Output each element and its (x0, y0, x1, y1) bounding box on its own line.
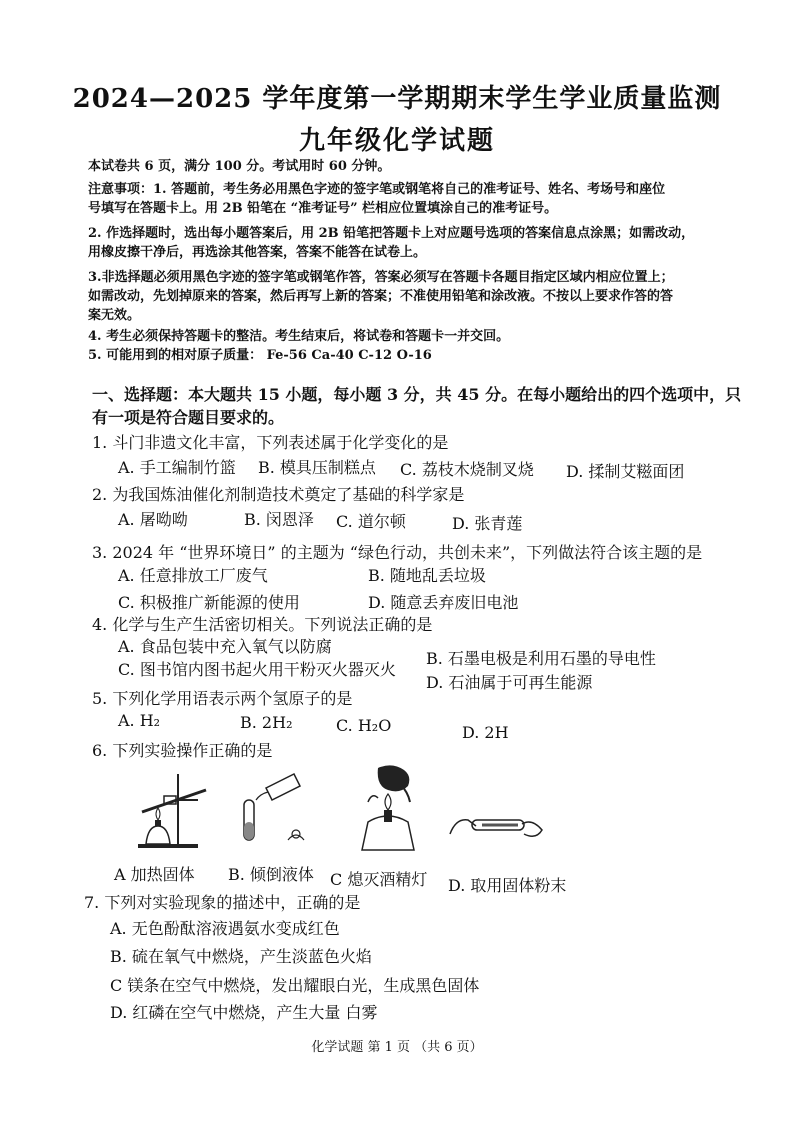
question-7-option-a: A. 无色酚酞溶液遇氨水变成红色 (110, 919, 340, 938)
question-2-stem: 2. 为我国炼油催化剂制造技术奠定了基础的科学家是 (92, 485, 465, 504)
note-line: 4. 考生必须保持答题卡的整洁。考生结束后，将试卷和答题卡一并交回。 (88, 329, 510, 344)
question-3-option-a: A. 任意排放工厂废气 (118, 566, 268, 585)
solid-powder-figure (446, 800, 546, 850)
question-6-option-d: D. 取用固体粉末 (448, 876, 567, 895)
question-6-option-b: B. 倾倒液体 (228, 865, 314, 884)
question-2-option-c: C. 道尔顿 (336, 512, 406, 531)
exam-subtitle: 九年级化学试题 (298, 126, 495, 156)
note-line: 注意事项：1. 答题前，考生务必用黑色字迹的签字笔或钢笔将自己的准考证号、姓名、考场号和座位 (88, 182, 666, 197)
question-5-stem: 5. 下列化学用语表示两个氢原子的是 (92, 689, 353, 708)
question-2-option-a: A. 屠呦呦 (118, 510, 188, 529)
note-line: 3.非选择题必须用黑色字迹的签字笔或钢笔作答，答案必须写在答题卡各题目指定区域内相应位置上； (88, 270, 674, 285)
question-4-option-c: C. 图书馆内图书起火用干粉灭火器灭火 (118, 660, 396, 679)
note-line: 如需改动，先划掉原来的答案，然后再写上新的答案；不准使用铅笔和涂改液。不按以上要求作答的答 (88, 289, 674, 304)
question-7-stem: 7. 下列对实验现象的描述中，正确的是 (84, 893, 361, 912)
question-1-option-a: A. 手工编制竹篮 (118, 458, 236, 477)
exam-title: 2024—2025 学年度第一学期期末学生学业质量监测 (72, 84, 722, 114)
question-7-option-d: D. 红磷在空气中燃烧，产生大量 白雾 (110, 1003, 378, 1022)
question-6-option-c: C 熄灭酒精灯 (330, 870, 428, 889)
question-2-option-b: B. 闵恩泽 (244, 510, 314, 529)
note-line: 案无效。 (88, 308, 141, 323)
pouring-liquid-figure (236, 770, 316, 850)
question-5-option-a: A. H₂ (118, 711, 161, 730)
question-6-stem: 6. 下列实验操作正确的是 (92, 741, 273, 760)
question-3-option-c-line: C. 积极推广新能源的使用 (118, 593, 300, 612)
question-2-option-d: D. 张青莲 (452, 514, 523, 533)
section-heading: 有一项是符合题目要求的。 (92, 408, 285, 427)
question-4-option-d: D. 石油属于可再生能源 (426, 673, 593, 692)
note-line: 用橡皮擦干净后，再选涂其他答案，答案不能答在试卷上。 (88, 245, 427, 260)
question-7-option-b: B. 硫在氧气中燃烧，产生淡蓝色火焰 (110, 947, 372, 966)
question-6-option-a: A 加热固体 (114, 865, 195, 884)
exam-intro: 本试卷共 6 页，满分 100 分。考试用时 60 分钟。 (88, 159, 391, 174)
question-5-option-c: C. H₂O (336, 716, 392, 735)
question-1-option-b: B. 模具压制糕点 (258, 458, 376, 477)
question-1-option-c: C. 荔枝木烧制叉烧 (400, 460, 534, 479)
alcohol-lamp-figure (348, 762, 428, 854)
section-heading: 一、选择题：本大题共 15 小题，每小题 3 分，共 45 分。在每小题给出的四个选项中，只 (92, 385, 742, 404)
question-1-stem: 1. 斗门非遗文化丰富，下列表述属于化学变化的是 (92, 433, 449, 452)
question-3-option-b: B. 随地乱丢垃圾 (368, 566, 486, 585)
note-line: 5. 可能用到的相对原子质量： Fe-56 Ca-40 C-12 O-16 (88, 348, 432, 363)
question-4-stem: 4. 化学与生产生活密切相关。下列说法正确的是 (92, 615, 433, 634)
note-line: 2. 作选择题时，选出每小题答案后，用 2B 铅笔把答题卡上对应题号选项的答案信息点涂黑；如需改动， (88, 226, 695, 241)
question-5-option-b: B. 2H₂ (240, 713, 293, 732)
question-3-option-d: D. 随意丢弃废旧电池 (368, 593, 519, 612)
question-4-option-a: A. 食品包装中充入氧气以防腐 (118, 637, 332, 656)
question-3-stem: 3. 2024 年 “世界环境日” 的主题为 “绿色行动，共创未来”，下列做法符合该主题的是 (92, 543, 703, 562)
page-footer: 化学试题 第 1 页 （共 6 页） (311, 1040, 483, 1055)
question-4-option-b: B. 石墨电极是利用石墨的导电性 (426, 649, 656, 668)
question-1-option-d: D. 揉制艾糍面团 (566, 462, 685, 481)
heating-solid-figure (128, 770, 218, 850)
question-5-option-d: D. 2H (462, 723, 509, 742)
question-7-option-c: C 镁条在空气中燃烧，发出耀眼白光，生成黑色固体 (110, 976, 480, 995)
note-line: 号填写在答题卡上。用 2B 铅笔在 “准考证号” 栏相应位置填涂自己的准考证号。 (88, 201, 558, 216)
